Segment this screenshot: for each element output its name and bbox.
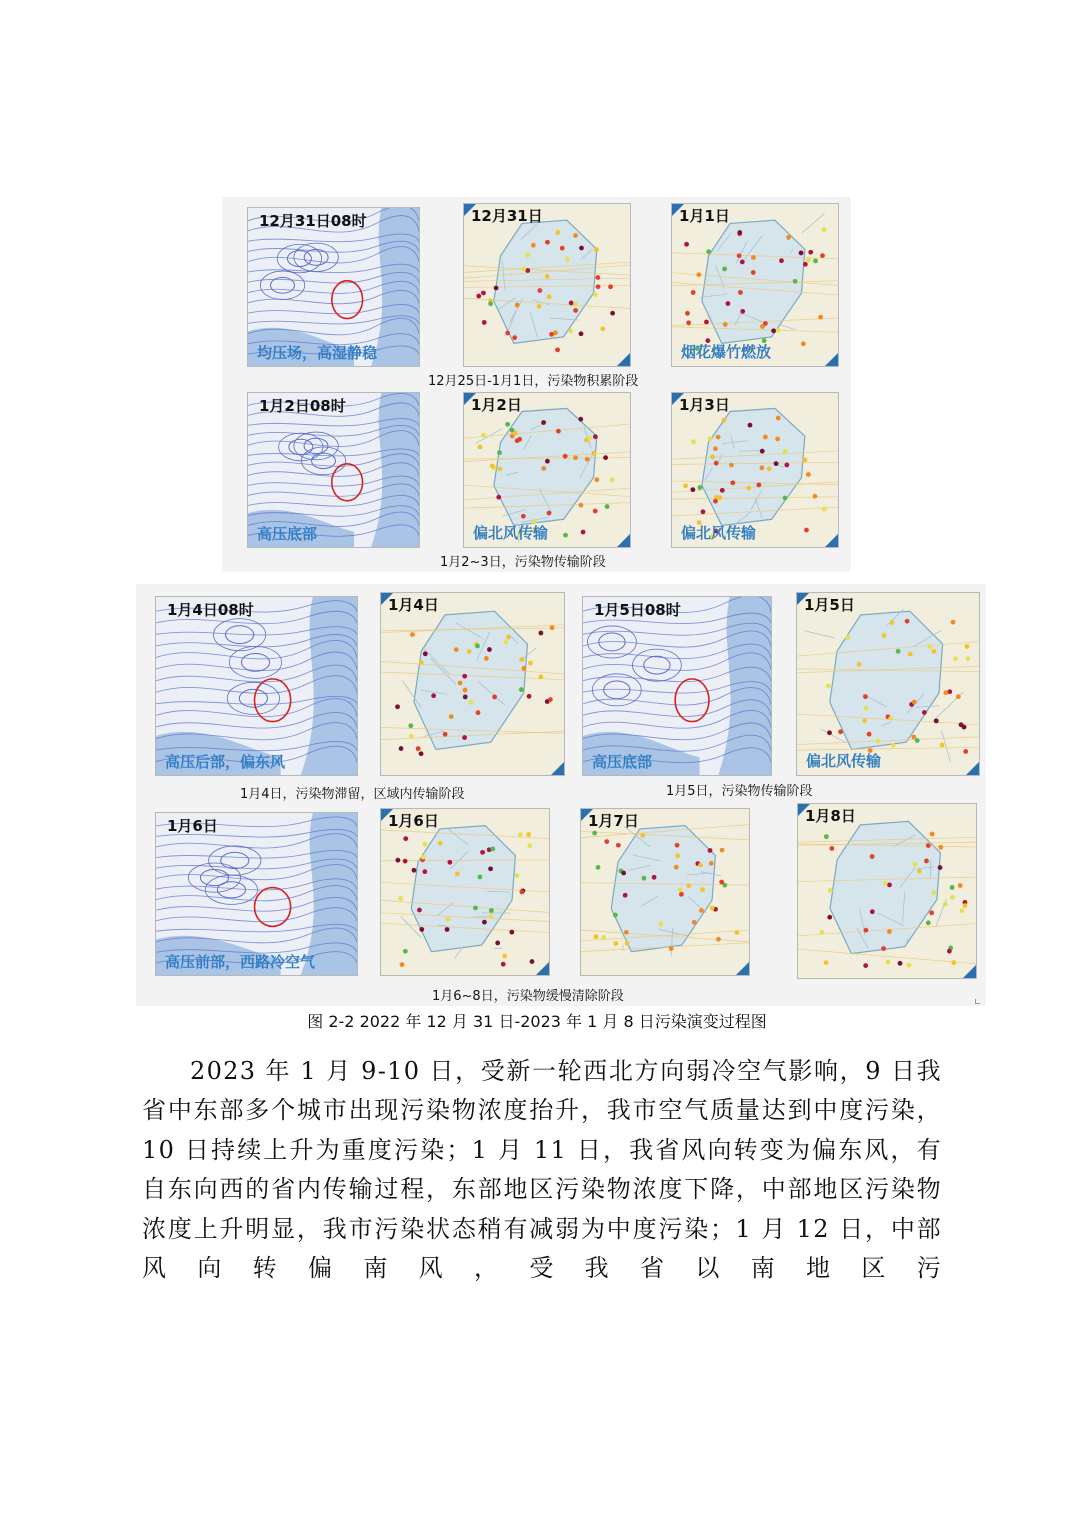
air-quality-map-panel	[380, 592, 565, 776]
corner-marker-icon	[825, 353, 838, 366]
corner-marker-icon	[464, 204, 476, 216]
body-paragraph: 2023 年 1 月 9-10 日，受新一轮西北方向弱冷空气影响，9 日我省中东部多个城市出现污染物浓度抬升，我市空气质量达到中度污染，10 日持续上升为重度污染；1 月 11 日，我省风向转变为偏东风，有自东向西的省内传输过程，东部地区污染物浓度下降，中部地区污染物浓度上升明显，我市污染状态稍有减弱为中度污染；1 月 12 日，中部风向转偏南风，受我省以南地区污	[142, 1057, 942, 1283]
panel-date: 1月8日	[805, 807, 856, 825]
corner-marker-icon	[617, 353, 630, 366]
corner-marker-icon	[617, 534, 630, 547]
corner-marker-icon	[672, 204, 684, 216]
panel-date: 1月2日	[471, 396, 522, 414]
panel-note: 高压前部，西路冷空气	[165, 953, 316, 971]
corner-marker-icon	[825, 534, 838, 547]
panel-note: 高压底部	[592, 753, 653, 771]
air-quality-map-panel	[380, 808, 550, 976]
panel-date: 1月3日	[679, 396, 730, 414]
corner-marker-icon	[464, 393, 476, 405]
panel-date: 1月5日	[804, 596, 855, 614]
panel-date: 1月6日	[167, 817, 218, 835]
panel-note: 均压场，高湿静稳	[257, 344, 378, 362]
corner-marker-icon	[736, 962, 749, 975]
figure-caption: 图 2-2 2022 年 12 月 31 日-2023 年 1 月 8 日污染演变过程图	[307, 1012, 767, 1031]
panel-note: 高压底部	[257, 525, 318, 543]
corner-marker-icon	[797, 593, 809, 605]
stage-caption: 1月4日，污染物滞留，区域内传输阶段	[240, 787, 465, 802]
panel-note: 烟花爆竹燃放	[681, 343, 772, 361]
panel-note: 偏北风传输	[473, 524, 549, 542]
stage-caption: 1月6~8日，污染物缓慢清除阶段	[432, 989, 624, 1004]
air-quality-map-panel	[797, 803, 977, 979]
weather-map-panel	[155, 596, 358, 776]
stage-caption: 1月5日，污染物传输阶段	[666, 784, 813, 799]
air-quality-map-panel	[463, 203, 631, 367]
air-quality-map-panel	[580, 808, 750, 976]
panel-note: 高压后部，偏东风	[165, 753, 286, 771]
panel-note: 偏北风传输	[681, 524, 757, 542]
corner-marker-icon	[798, 804, 810, 816]
corner-marker-icon	[966, 762, 979, 775]
air-quality-map-panel	[796, 592, 980, 776]
panel-date: 1月5日08时	[594, 601, 681, 619]
air-quality-map-panel	[671, 392, 839, 548]
panel-date: 1月4日	[388, 596, 439, 614]
panel-date: 1月6日	[388, 812, 439, 830]
panel-date: 12月31日	[471, 207, 543, 225]
corner-marker-icon	[381, 593, 393, 605]
panel-date: 12月31日08时	[259, 212, 367, 230]
corner-marker-icon	[672, 393, 684, 405]
weather-map-panel	[247, 207, 420, 367]
corner-marker-icon	[581, 809, 593, 821]
corner-marker-icon	[551, 762, 564, 775]
corner-marker-icon	[963, 965, 976, 978]
corner-mark	[975, 999, 980, 1004]
panel-note: 偏北风传输	[806, 752, 882, 770]
corner-marker-icon	[536, 962, 549, 975]
corner-marker-icon	[381, 809, 393, 821]
panel-date: 1月4日08时	[167, 601, 254, 619]
panel-date: 1月2日08时	[259, 397, 346, 415]
air-quality-map-panel	[463, 392, 631, 548]
air-quality-map-panel	[671, 203, 839, 367]
panel-date: 1月1日	[679, 207, 730, 225]
stage-caption: 1月2~3日，污染物传输阶段	[440, 555, 606, 570]
panel-date: 1月7日	[588, 812, 639, 830]
stage-caption: 12月25日-1月1日，污染物积累阶段	[428, 374, 639, 389]
weather-map-panel	[582, 596, 772, 776]
weather-map-panel	[155, 812, 358, 976]
weather-map-panel	[247, 392, 420, 548]
